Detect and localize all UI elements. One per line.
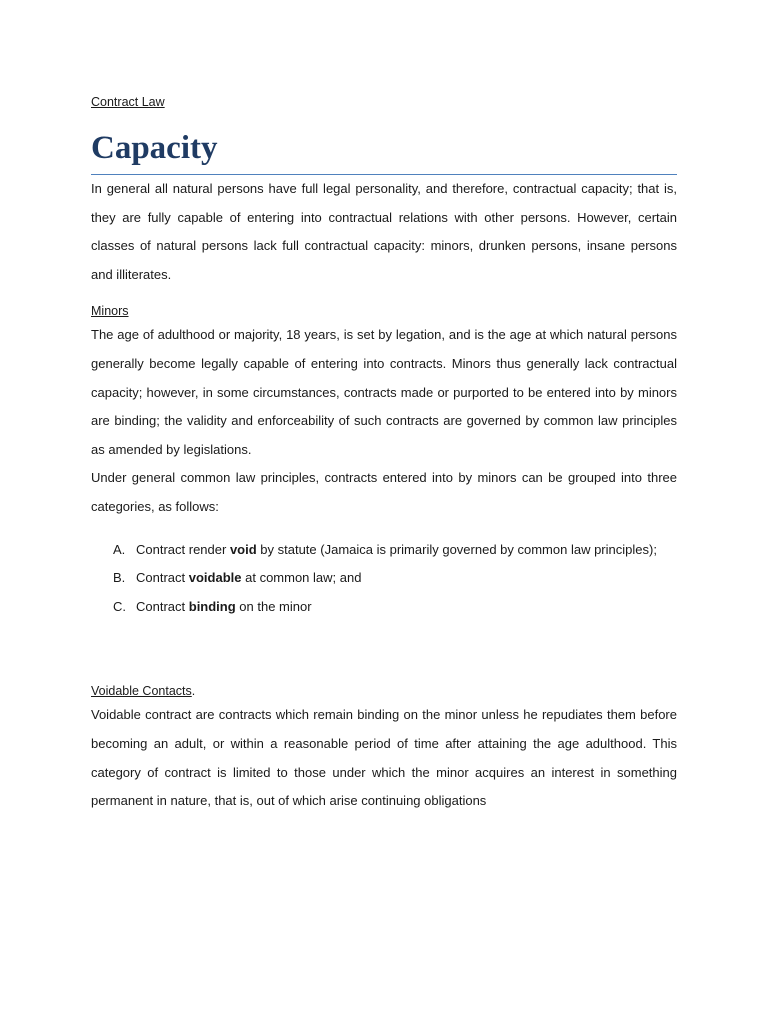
minors-paragraph-2: Under general common law principles, contracts entered into by minors can be grouped into three categories, as follows: [91, 470, 677, 514]
list-item-text: Contract voidable at common law; and [136, 570, 362, 586]
voidable-heading: Voidable Contacts. [91, 684, 196, 699]
list-marker: A. [113, 541, 126, 557]
document-page [91, 92, 677, 816]
bold-term: voidable [188, 570, 242, 586]
list-item [91, 536, 677, 565]
minors-heading: Minors [91, 304, 129, 319]
intro-paragraph: In general all natural persons have full legal personality, and therefore, contractual capacity; that is, they are fully capable of entering into contractual relations with other persons. However, certain classes of natural persons lack full contractual capacity: minors, drunken persons, insane persons and illiterates. [91, 181, 677, 282]
list-item [91, 593, 677, 622]
list-item-text: Contract binding on the minor [136, 598, 312, 614]
list-item-text: Contract render void by statute (Jamaica is primarily governed by common law principles); [136, 541, 657, 557]
document-header-label: Contract Law [91, 95, 165, 109]
page-title: Capacity [91, 126, 677, 175]
voidable-paragraph: Voidable contract are contracts which remain binding on the minor unless he repudiates them before becoming an adult, or within a reasonable period of time after attaining the age adulthood. This category of contract is limited to those under which the minor acquires an interest in something permanent in nature, that is, out of which arise continuing obligations [91, 707, 677, 809]
bold-term: void [229, 541, 257, 557]
bold-term: binding [188, 598, 236, 614]
list-marker: B. [113, 570, 126, 586]
list-item [91, 564, 677, 593]
list-marker: C. [113, 598, 126, 614]
minors-paragraph-1: The age of adulthood or majority, 18 years, is set by legation, and is the age at which natural persons generally become legally capable of entering into contracts. Minors thus generally lack contractual capacity; however, in some circumstances, contracts made or purported to be entered into by minors are binding; the validity and enforceability of such contracts are governed by common law principles as amended by legislations. [91, 327, 677, 457]
categories-list [91, 536, 677, 622]
